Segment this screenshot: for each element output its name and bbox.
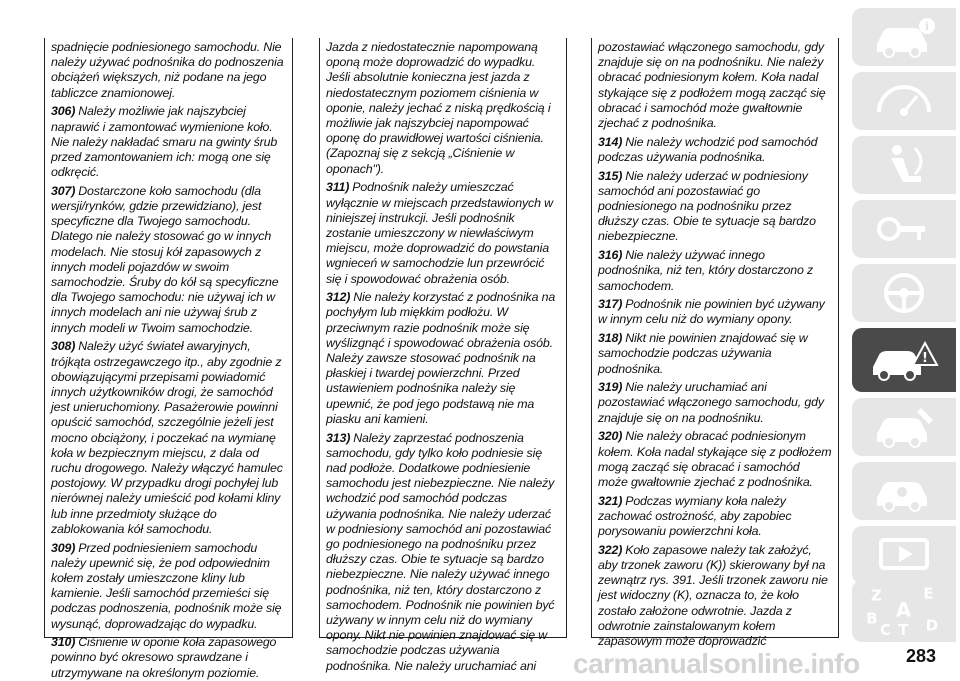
paragraph-text: Nikt nie powinien znajdować się w samochodzie podczas używania podnośnika. [598, 331, 808, 376]
paragraph-text: Podnośnik nie powinien być używany w innym celu niż do wymiany opony. [598, 297, 825, 327]
note-number: 318) [598, 331, 623, 346]
paragraph [326, 40, 560, 177]
paragraph-text: Dostarczone koło samochodu (dla wersji/rynków, gdzie przewidziano), jest specyficzne dla Twojego samochodu. Dlatego nie należy stosować go w innych modelach. Nie stosuj kół zapasowych z innych modeli pojazdów w swoim samochodzie. Śruby do kół są specyficzne dla Twojego samochodu: nie używaj ich w innych modelach ani nie używaj śrub z innych modeli w Twoim samochodzie. [51, 183, 279, 335]
paragraph [51, 635, 286, 681]
paragraph [598, 380, 832, 426]
paragraph-text: Przed podniesieniem samochodu należy upewnić się, że pod odpowiednim kołem zostały umieszczone kliny lub kamienie. Jeśli samochód przemieści się podczas podnoszenia, podnośnik może się wysunąć, doprowadzając do wypadku. [51, 540, 282, 631]
tab-multimedia[interactable] [852, 526, 956, 584]
tab-alphabetical-index[interactable] [852, 580, 956, 642]
seat-safety-icon [869, 142, 939, 188]
note-number: 312) [326, 290, 351, 305]
key-start-icon [869, 206, 939, 252]
text-column-1 [44, 38, 293, 680]
paragraph-text: Należy użyć świateł awaryjnych, trójkąta ostrzegawczego itp., aby zgodnie z obowiązującymi przepisami powiadomić innych użytkowników drogi, że samochód jest unieruchomiony. Pasażerowie powinni opuścić samochód, szczególnie jeżeli jest mocno obciążony, i poczekać na wymianę koła w bezpiecznym miejscu, z dala od ruchu drogowego. Należy włączyć hamulec postojowy. W przypadku drogi pochyłej lub nierównej należy umieścić pod kołami kliny lub inne przedmioty służące do zablokowania kół samochodu. [51, 339, 283, 536]
paragraph [598, 331, 832, 377]
paragraph [598, 429, 832, 490]
car-breakdown-icon [869, 337, 939, 383]
paragraph-text: Podczas wymiany koła należy zachować ostrożność, aby zapobiec porysowaniu powierzchni koła. [598, 493, 792, 539]
note-number: 313) [326, 430, 351, 445]
note-number: 306) [51, 104, 76, 119]
paragraph-text: Należy możliwie jak najszybciej naprawić i zamontować wymienione koło. Nie należy nakładać smaru na gwinty śrub przed zamontowaniem ich: mogą one się odkręcić. [51, 104, 278, 180]
note-number: 308) [51, 339, 76, 354]
paragraph [51, 40, 286, 101]
car-specs-icon [869, 468, 939, 514]
note-number: 311) [326, 180, 350, 195]
paragraph [51, 339, 286, 537]
text-column-3 [591, 38, 839, 649]
paragraph [598, 169, 832, 245]
paragraph [598, 494, 832, 540]
paragraph-text: Koło zapasowe należy tak założyć, aby trzonek zaworu (K)) skierowany był na zewnątrz rys. 391. Jeśli trzonek zaworu nie jest widoczny (K), oznacza to, że koło zostało założone odwrotnie. Jazda z odwrotnie zainstalowanym kołem zapasowym może doprowadzić [598, 542, 828, 649]
index-letter: E [923, 584, 934, 603]
multimedia-icon [869, 532, 939, 578]
paragraph-text: Nie należy używać innego podnośnika, niż ten, który dostarczono z samochodem. [598, 248, 814, 293]
watermark: carmanualsonline.info [573, 648, 860, 679]
paragraph [598, 248, 832, 294]
paragraph [51, 184, 286, 336]
svg-text:i: i [924, 20, 930, 33]
note-number: 310) [51, 635, 76, 650]
note-number: 315) [598, 168, 623, 183]
paragraph-text: spadnięcie podniesionego samochodu. Nie należy używać podnośnika do podnoszenia obciążeń większych, niż podane na jego tabliczce znamionowej. [51, 40, 284, 100]
index-letter: A [896, 598, 912, 622]
paragraph [598, 40, 832, 131]
paragraph-text: Nie należy obracać podniesionym kołem. Koła nadal stykające się z podłożem mogą zacząć się obracać i samochód może gwałtownie zjechać z podnośnika. [598, 429, 832, 489]
note-number: 317) [598, 297, 623, 312]
note-number: 319) [598, 380, 623, 395]
tab-dashboard[interactable] [852, 72, 956, 130]
note-number: 322) [598, 542, 623, 557]
paragraph [51, 541, 286, 632]
car-maintenance-icon [869, 404, 939, 450]
chapter-sidebar [850, 0, 960, 678]
page-number: 283 [905, 646, 936, 666]
paragraph-text: Jazda z niedostatecznie napompowaną oponą może doprowadzić do wypadku. Jeśli absolutnie konieczna jest jazda z niedostatecznym poziomem ciśnienia w oponie, należy jechać z niską prędkością i możliwie jak najszybciej napompować oponę do prawidłowej wartości ciśnienia. (Zapoznaj się z sekcją „Ciśnienie w oponach"). [326, 40, 551, 176]
paragraph-text: Nie należy korzystać z podnośnika na pochyłym lub miękkim podłożu. W przeciwnym razie podnośnik może się wyślizgnąć i spowodować obrażenia osób. Należy zawsze stosować podnośnik na płaskiej i twardej powierzchni. Przed ustawieniem podnośnika należy się upewnić, że pod jego podstawą nie ma piasku ani kamieni. [326, 290, 556, 426]
index-letter: Z [870, 586, 882, 605]
dashboard-lights-icon [869, 78, 939, 124]
paragraph [326, 431, 560, 674]
svg-text:!: ! [922, 351, 928, 366]
alphabetical-index-icon [864, 584, 944, 638]
paragraph [326, 290, 560, 427]
index-letter: T [898, 621, 909, 639]
note-number: 314) [598, 134, 623, 149]
index-letter: C [880, 621, 891, 639]
tab-maintenance[interactable] [852, 398, 956, 456]
tab-specs[interactable] [852, 462, 956, 520]
car-info-icon [869, 14, 939, 60]
text-column-2 [319, 38, 567, 673]
note-number: 316) [598, 248, 623, 263]
paragraph-text: Ciśnienie w oponie koła zapasowego powinno być okresowo sprawdzane i utrzymywane na określonym poziomie. [51, 635, 277, 680]
paragraph-text: Nie należy uruchamiać ani pozostawiać włączonego samochodu, gdy znajduje się on na podnośniku. [598, 380, 824, 425]
note-number: 307) [51, 183, 76, 198]
paragraph-text: pozostawiać włączonego samochodu, gdy znajduje się on na podnośniku. Nie należy obracać podniesionym kołem. Koła nadal stykające się z podłożem mogą zacząć się obracać i samochód może gwałtownie zjechać z podnośnika. [598, 40, 826, 131]
tab-start[interactable] [852, 200, 956, 258]
note-number: 320) [598, 429, 623, 444]
paragraph [598, 543, 832, 649]
paragraph-text: Nie należy wchodzić pod samochód podczas używania podnośnika. [598, 134, 818, 164]
index-letter: B [866, 609, 878, 628]
paragraph [51, 104, 286, 180]
paragraph-text: Podnośnik należy umieszczać wyłącznie w miejscach przedstawionych w niniejszej instrukcji. Jeśli podnośnik zostanie umieszczony w niewłaściwym miejscu, może doprowadzić do powstania wgnieceń w samochodzie lun przewrócić się i spowodować obrażenia osób. [326, 180, 553, 286]
paragraph [598, 135, 832, 165]
tab-safety[interactable] [852, 136, 956, 194]
steering-wheel-icon [869, 270, 939, 316]
note-number: 309) [51, 540, 76, 555]
paragraph-text: Należy zaprzestać podnoszenia samochodu, gdy tylko koło podniesie się nad podłoże. Dodatkowe podniesienie samochodu jest niebezpieczne. Nie należy wchodzić pod samochód podczas używania podnośnika. Nie należy uderzać w podniesiony samochód ani pozostawiać go podniesionego na podnośniku przez dłuższy czas. Obie te sytuacje są bardzo niebezpieczne. Nie należy używać innego podnośnika, niż ten, który dostarczono z samochodem. Podnośnik nie powinien być używany w innym celu niż do wymiany opony. Nikt nie powinien znajdować się w samochodzie podczas używania podnośnika. Nie należy uruchamiać ani [326, 430, 555, 673]
note-number: 321) [598, 493, 623, 508]
paragraph-text: Nie należy uderzać w podniesiony samochód ani pozostawiać go podniesionego na podnośniku przez dłuższy czas. Obie te sytuacje są bardzo niebezpieczne. [598, 168, 816, 244]
paragraph [326, 180, 560, 286]
tab-emergency[interactable] [852, 328, 956, 392]
index-letter: D [925, 616, 939, 635]
paragraph [598, 297, 832, 327]
tab-car-info[interactable] [852, 8, 956, 66]
tab-driving[interactable] [852, 264, 956, 322]
